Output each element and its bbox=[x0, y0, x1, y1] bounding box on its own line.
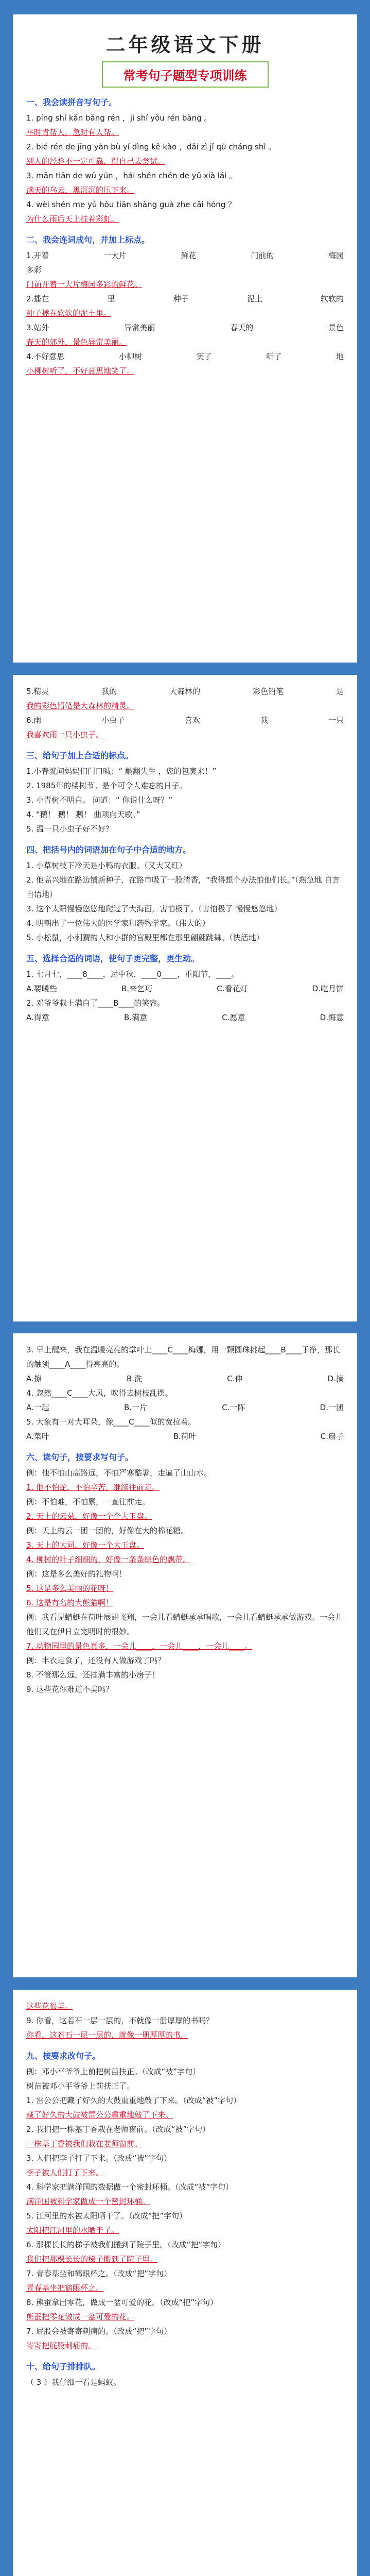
answer-line: 寄寄把屁股刺痛的。 bbox=[26, 2341, 96, 2350]
answer-line: 青春基坐把鹤眼杯之。 bbox=[26, 2283, 104, 2293]
example-line: 例：我看见蜻蜓在荷叶展翅飞翔，一会儿看蜻蜓承承唱歌，一会儿看蜻蜓承承做游戏。一会儿他们又在伊日立完明时的很妙。 bbox=[26, 1613, 343, 1636]
word: 一大片 bbox=[103, 251, 127, 260]
section-heading: 六、读句子，按要求写句子。 bbox=[26, 1452, 134, 1462]
word: 笑了 bbox=[196, 352, 212, 361]
option: C.愿意 bbox=[222, 1013, 245, 1022]
answer-line: 这些花很美。 bbox=[26, 2002, 73, 2011]
pinyin-line: 2. bié rén de jīng yàn bù yí dìng kě kào ，dǎi zì jǐ qù cháng shì 。 bbox=[26, 142, 276, 151]
page-title: 二年级语文下册 bbox=[105, 33, 265, 56]
word: 种子 bbox=[173, 294, 189, 303]
word: 小虫子 bbox=[101, 716, 125, 725]
answer-line: 我喜欢雨一只小虫子。 bbox=[26, 730, 104, 739]
question-line: 7. 青春基坐和鹤眼杯之。（改成“把”字句） bbox=[26, 2269, 172, 2278]
option: D.吃月饼 bbox=[312, 984, 344, 993]
question-line: 1. 小草树枝下冷天是小鸭的衣服。（又大又红） bbox=[26, 861, 187, 870]
question-line: 3. 早上醒来，我在温暖亮亮的掌叶上____C____梅娜，用一颗圆珠挑起____B____于净，那长的触须____A____得亮亮的。 bbox=[26, 1345, 340, 1369]
answer-line: 种子播在软软的泥土里。 bbox=[26, 309, 112, 318]
answer-line: 你看，这若石一层一层的，就像一册厚厚的书。 bbox=[26, 2030, 189, 2040]
option-list bbox=[26, 1429, 344, 1444]
word: 彩色铅笔 bbox=[253, 687, 284, 696]
answer-line: 藏了好久的大鼓被雷公公重重地敲了下来。 bbox=[26, 2110, 173, 2120]
question-line: 4. 科学家把满洋国的数据做一个密封环桶。（改成“被”字句） bbox=[26, 2182, 234, 2192]
word: 1.开着 bbox=[26, 251, 49, 260]
option-list bbox=[26, 1371, 344, 1386]
option: C.看花灯 bbox=[217, 984, 248, 993]
option: C.伸 bbox=[227, 1374, 243, 1383]
question-line: 3. 人们把李子打了下来。（改成“被”字句） bbox=[26, 2154, 172, 2163]
word: 梅园 bbox=[328, 251, 344, 260]
question-line: 5. 小松鼠，小刺猬的人和小群的宫殿里都在那里翩翩跳舞。（快活地） bbox=[26, 933, 264, 942]
section-heading: 四、把括号内的词语加在句子中合适的地方。 bbox=[26, 845, 191, 855]
question-line: 6. 那棵长长的梯子被我们搬到了院子里。（改成“把”字句） bbox=[26, 2240, 226, 2249]
word: 4.不好意思 bbox=[26, 352, 65, 361]
page-subtitle: 常考句子题型专项训练 bbox=[102, 61, 269, 88]
word: 软软的 bbox=[320, 294, 344, 303]
answer-line: 我们把那棵长长的梯子搬到了院子里。 bbox=[26, 2255, 158, 2264]
question-line: 8. 熊蚕拿出零花，做成一盆可爱的花。（改成“把”字句） bbox=[26, 2298, 218, 2307]
section-heading: 十、给句子排排队。 bbox=[26, 2362, 101, 2371]
option: B.荷叶 bbox=[173, 1432, 197, 1441]
question-line: 1. 七月七，____8____，过中秋，____0____，重阳节，____。 bbox=[26, 970, 239, 979]
section-heading: 三、给句子加上合适的标点。 bbox=[26, 751, 134, 760]
word-list bbox=[26, 684, 344, 699]
answer-line: 李子被人们打了下来。 bbox=[26, 2168, 104, 2177]
question-line: 5. 温一只小虫子好不好？ bbox=[26, 824, 114, 834]
word: 一只 bbox=[328, 716, 344, 725]
option: A.一起 bbox=[26, 1403, 49, 1412]
example-answer: 树苗被邓小平爷爷上前扶正了。 bbox=[26, 2081, 135, 2091]
question-line: 4. 忽然____C____大风，吹得去树枝乱摆。 bbox=[26, 1388, 173, 1398]
question-line: 4. 明朝出了一位伟大的医学家和药物学家。（伟大的） bbox=[26, 919, 210, 928]
word: 地 bbox=[336, 352, 344, 361]
ordering-line: （ 3 ）我仔细一看是蚂蚁。 bbox=[26, 2378, 121, 2387]
section-heading: 二、我会连词成句，并加上标点。 bbox=[26, 235, 150, 245]
answer-line: 太阳把江河里的水晒干了。 bbox=[26, 2226, 119, 2235]
question-line: 9. 这些花你难道不美吗？ bbox=[26, 1685, 114, 1694]
worksheet-page-1 bbox=[13, 14, 357, 663]
section-heading: 一、我会读拼音写句子。 bbox=[26, 97, 117, 107]
option-list bbox=[26, 1010, 344, 1025]
answer-line: 1. 他不怕蛇，不怕辛苦，继续往前走。 bbox=[26, 1483, 160, 1492]
answer-line: 满天的乌云，黑沉沉的压下来。 bbox=[26, 185, 135, 195]
answer-line: 平时肯帮人，急时有人帮。 bbox=[26, 128, 119, 137]
example-line: 例：不怕难，不怕累，一直往前走。 bbox=[26, 1497, 150, 1506]
answer-line: 一株基丁香被我们栽在老师窗前。 bbox=[26, 2139, 143, 2148]
worksheet-page-3 bbox=[13, 1333, 357, 1977]
example-line: 例：他不怕山高路远，不怕严寒酷暑，走遍了山山水。 bbox=[26, 1468, 212, 1478]
answer-line: 为什么雨后天上挂着彩虹。 bbox=[26, 214, 119, 224]
word: 里 bbox=[107, 294, 115, 303]
question-line: 1. 雷公公把藏了好久的大鼓重重地敲了下来。（改成“被”字句） bbox=[26, 2096, 241, 2105]
question-line: 7. 屁股会被寄寄刺痛的。（改成“把”字句） bbox=[26, 2327, 172, 2336]
word: 5.精灵 bbox=[26, 687, 49, 696]
question-line: 5. 大象有一对大耳朵，像____C____似的宽拉着。 bbox=[26, 1417, 196, 1427]
question-line: 3. 这个太阳慢慢悠悠地爬过了大海面，害怕极了。（害怕极了 慢慢悠悠地） bbox=[26, 904, 282, 913]
word-list bbox=[26, 292, 344, 306]
question-line: 2. 他高兴地在路边铺新种子，在路市吸了一股清香，“我得想个办法怕他们长。”（熟急地 自言自语地） bbox=[26, 875, 340, 899]
option: C.一阵 bbox=[222, 1403, 245, 1412]
word-list bbox=[26, 349, 344, 364]
answer-line: 3. 天上的大同，好像一个大玉盘。 bbox=[26, 1540, 145, 1550]
example-line: 例：丰衣足食了，还没有人做游戏了吗？ bbox=[26, 1656, 166, 1665]
option: D.悔意 bbox=[320, 1013, 344, 1022]
question-line: 2. 1985年的楼树节。是个可令人难忘的日子。 bbox=[26, 781, 187, 790]
section-heading: 五、选择合适的词语，使句子更完整，更生动。 bbox=[26, 954, 200, 963]
word: 大森林的 bbox=[169, 687, 201, 696]
answer-line: 7. 动物园里的景色真多，一会儿____，一会儿____，一会儿____。 bbox=[26, 1641, 253, 1651]
word-list bbox=[26, 248, 344, 263]
answer-line: 我的彩色铅笔是大森林的精灵。 bbox=[26, 701, 135, 710]
answer-line: 6. 这是有名的大熊猫啊！ bbox=[26, 1598, 114, 1607]
pinyin-line: 3. mǎn tiān de wū yún ，hái shén chén de yǔ xià lái 。 bbox=[26, 171, 237, 180]
word: 小柳树 bbox=[118, 352, 142, 361]
word: 异常美丽 bbox=[124, 323, 155, 332]
option: C.扇子 bbox=[320, 1432, 344, 1441]
option: B.来乞巧 bbox=[121, 984, 153, 993]
example-line: 例：这是多么美好的礼物啊！ bbox=[26, 1569, 127, 1579]
word: 鲜花 bbox=[181, 251, 197, 260]
word: 门前的 bbox=[251, 251, 274, 260]
question-line: 9. 你看，这若石一层一层的，不就像一册厚厚的书吗？ bbox=[26, 2016, 214, 2025]
answer-line: 熊蚕把零花做成一盆可爱的花。 bbox=[26, 2312, 135, 2321]
option: A.菜叶 bbox=[26, 1432, 49, 1441]
question-line: 8. 不管那么远，还挂满丰富的小房子！ bbox=[26, 1670, 160, 1680]
word: 听了 bbox=[266, 352, 282, 361]
question-line: 3. 小青树不明白。 问道：“ 你说什么呀？” bbox=[26, 795, 173, 805]
option: B.满意 bbox=[124, 1013, 148, 1022]
word-list bbox=[26, 320, 344, 335]
option: A.要暖些 bbox=[26, 984, 57, 993]
word: 景色 bbox=[328, 323, 344, 332]
worksheet-page-2 bbox=[13, 675, 357, 1321]
question-line: 4. “鹅！ 鹅！ 鹅！ 曲项向天歌。” bbox=[26, 810, 140, 819]
worksheet-page-4 bbox=[13, 1990, 357, 2576]
option: B.洗 bbox=[126, 1374, 143, 1383]
answer-line: 小柳树听了，不好意思地笑了。 bbox=[26, 366, 135, 376]
question-line: 5. 江河里的水被太阳晒干了。（改成“把”字句） bbox=[26, 2211, 187, 2221]
word: 喜欢 bbox=[185, 716, 201, 725]
answer-line: 4. 柳树的叶子细细的，好像一条条绿色的飘带。 bbox=[26, 1555, 191, 1564]
option-list bbox=[26, 981, 344, 996]
question-line: 1.小春就问妈妈们门口喊：“ 翻翻失生 ，您的包裹来！” bbox=[26, 767, 217, 776]
pinyin-line: 4. wèi shén me yǔ hòu tiān shàng guà zhe cǎi hóng ？ bbox=[26, 200, 236, 209]
word: 春天的 bbox=[230, 323, 254, 332]
word-list bbox=[26, 713, 344, 727]
option: B.一片 bbox=[124, 1403, 148, 1412]
answer-line: 满洋国被科学家做成一个密封环桶。 bbox=[26, 2197, 150, 2206]
answer-line: 门前开着一大片梅园多彩的鲜花。 bbox=[26, 280, 143, 289]
question-line: 2. 邓爷爷栽上满白了____B____的笑容。 bbox=[26, 998, 165, 1008]
option-list bbox=[26, 1400, 344, 1415]
word: 我的 bbox=[101, 687, 117, 696]
answer-line: 春天的郊外，景色异常美丽。 bbox=[26, 337, 127, 347]
option: D.一团 bbox=[320, 1403, 344, 1412]
word: 泥土 bbox=[246, 294, 262, 303]
option: A.擦 bbox=[26, 1374, 42, 1383]
question-line: 2. 我们把一株基丁香栽在老师窗前。（改成“被”字句） bbox=[26, 2125, 210, 2134]
answer-line: 5. 这是多么美丽的花呀！ bbox=[26, 1584, 114, 1593]
word: 3.姑外 bbox=[26, 323, 49, 332]
answer-line: 2. 天上的云朵，好像一个个大玉盘。 bbox=[26, 1512, 152, 1521]
word: 2.播在 bbox=[26, 294, 49, 303]
word: 多彩 bbox=[26, 265, 42, 275]
word: 6.雨 bbox=[26, 716, 42, 725]
word: 我 bbox=[260, 716, 269, 725]
option: D.摘 bbox=[327, 1374, 344, 1383]
word: 是 bbox=[336, 687, 344, 696]
section-heading: 九、按要求改句子。 bbox=[26, 2051, 101, 2061]
example-line: 例：天上的云一团一团的，好像在大的棉花糖。 bbox=[26, 1526, 189, 1535]
option: A.得意 bbox=[26, 1013, 49, 1022]
question-line: 例：邓小平爷爷上前把树苗扶正。（改成“被”字句） bbox=[26, 2067, 201, 2076]
pinyin-line: 1. píng shí kǎn bǎng rén ，jí shí yǒu rén bāng 。 bbox=[26, 113, 212, 123]
answer-line: 别人的经验不一定可靠，得自己去尝试。 bbox=[26, 157, 166, 166]
